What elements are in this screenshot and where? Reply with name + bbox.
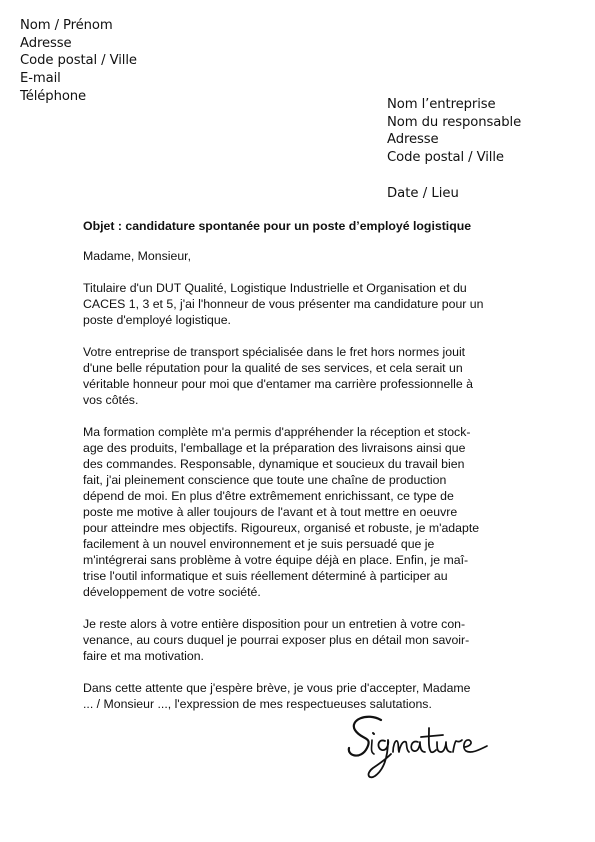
body-paragraph [83, 280, 513, 328]
body-line: Ma formation complète m'a permis d'appréhender la réception et stock- [83, 425, 471, 439]
body-line: CACES 1, 3 et 5, j'ai l'honneur de vous présenter ma candidature pour un [83, 297, 484, 311]
body-line: fait, j'ai pleinement conscience que toute une chaîne de production [83, 473, 447, 487]
signature-image [345, 710, 495, 785]
body-paragraph [83, 616, 513, 664]
body-line: age des produits, l'emballage et la préparation des livraisons ainsi que [83, 441, 466, 455]
body-line: Je reste alors à votre entière disposition pour un entretien à votre con- [83, 617, 466, 631]
body-line: m'intégrerai sans problème à votre équipe déjà en place. Enfin, je maî- [83, 553, 469, 567]
body-line: Votre entreprise de transport spécialisée dans le fret hors normes jouit [83, 345, 466, 359]
body-line: dépend de moi. En plus d'être extrêmement enrichissant, ce type de [83, 489, 454, 503]
body-line: faire et ma motivation. [83, 649, 204, 663]
recipient-postal-city: Code postal / Ville [387, 150, 504, 166]
recipient-manager: Nom du responsable [387, 114, 522, 130]
body-line: ... / Monsieur ..., l'expression de mes respectueuses salutations. [83, 697, 432, 711]
letter-paragraphs [83, 280, 513, 712]
recipient-company: Nom l’entreprise [387, 97, 496, 112]
sender-block [20, 17, 137, 106]
body-line: Dans cette attente que j'espère brève, je vous prie d'accepter, Madame [83, 681, 471, 695]
letter-subject: Objet : candidature spontanée pour un poste d’employé logistique [83, 219, 472, 233]
body-paragraph [83, 424, 513, 600]
letter-body [83, 248, 513, 728]
body-line: pour atteindre mes objectifs. Rigoureux, organisé et robuste, je m'adapte [83, 521, 480, 535]
body-line: trise l'outil informatique et suis réellement déterminé à participer au [83, 569, 448, 583]
body-paragraph [83, 344, 513, 408]
body-line: facilement à un nouvel environnement et je suis persuadé que je [83, 537, 435, 551]
recipient-address: Adresse [387, 132, 439, 148]
body-line: des commandes. Responsable, dynamique et soucieux du travail bien [83, 457, 465, 471]
body-paragraph [83, 680, 513, 712]
date-place: Date / Lieu [387, 186, 459, 201]
recipient-block [387, 96, 521, 167]
body-line: poste me motive à aller toujours de l'avant et à tout mettre en oeuvre [83, 505, 458, 519]
body-line: véritable honneur pour moi que d'entamer ma carrière professionnelle à [83, 377, 473, 391]
sender-phone: Téléphone [20, 88, 87, 104]
body-line: poste d'employé logistique. [83, 313, 231, 327]
body-line: vos côtés. [83, 393, 139, 407]
sender-name: Nom / Prénom [20, 18, 113, 33]
sender-email: E-mail [20, 71, 61, 87]
body-line: Titulaire d'un DUT Qualité, Logistique Industrielle et Organisation et du [83, 281, 467, 295]
body-line: d'une belle réputation pour la qualité de ses services, et cela serait un [83, 361, 463, 375]
sender-postal-city: Code postal / Ville [20, 53, 137, 69]
salutation: Madame, Monsieur, [83, 249, 191, 263]
body-line: venance, au cours duquel je pourrai exposer plus en détail mon savoir- [83, 633, 470, 647]
body-line: développement de votre société. [83, 585, 261, 599]
sender-address: Adresse [20, 35, 72, 51]
